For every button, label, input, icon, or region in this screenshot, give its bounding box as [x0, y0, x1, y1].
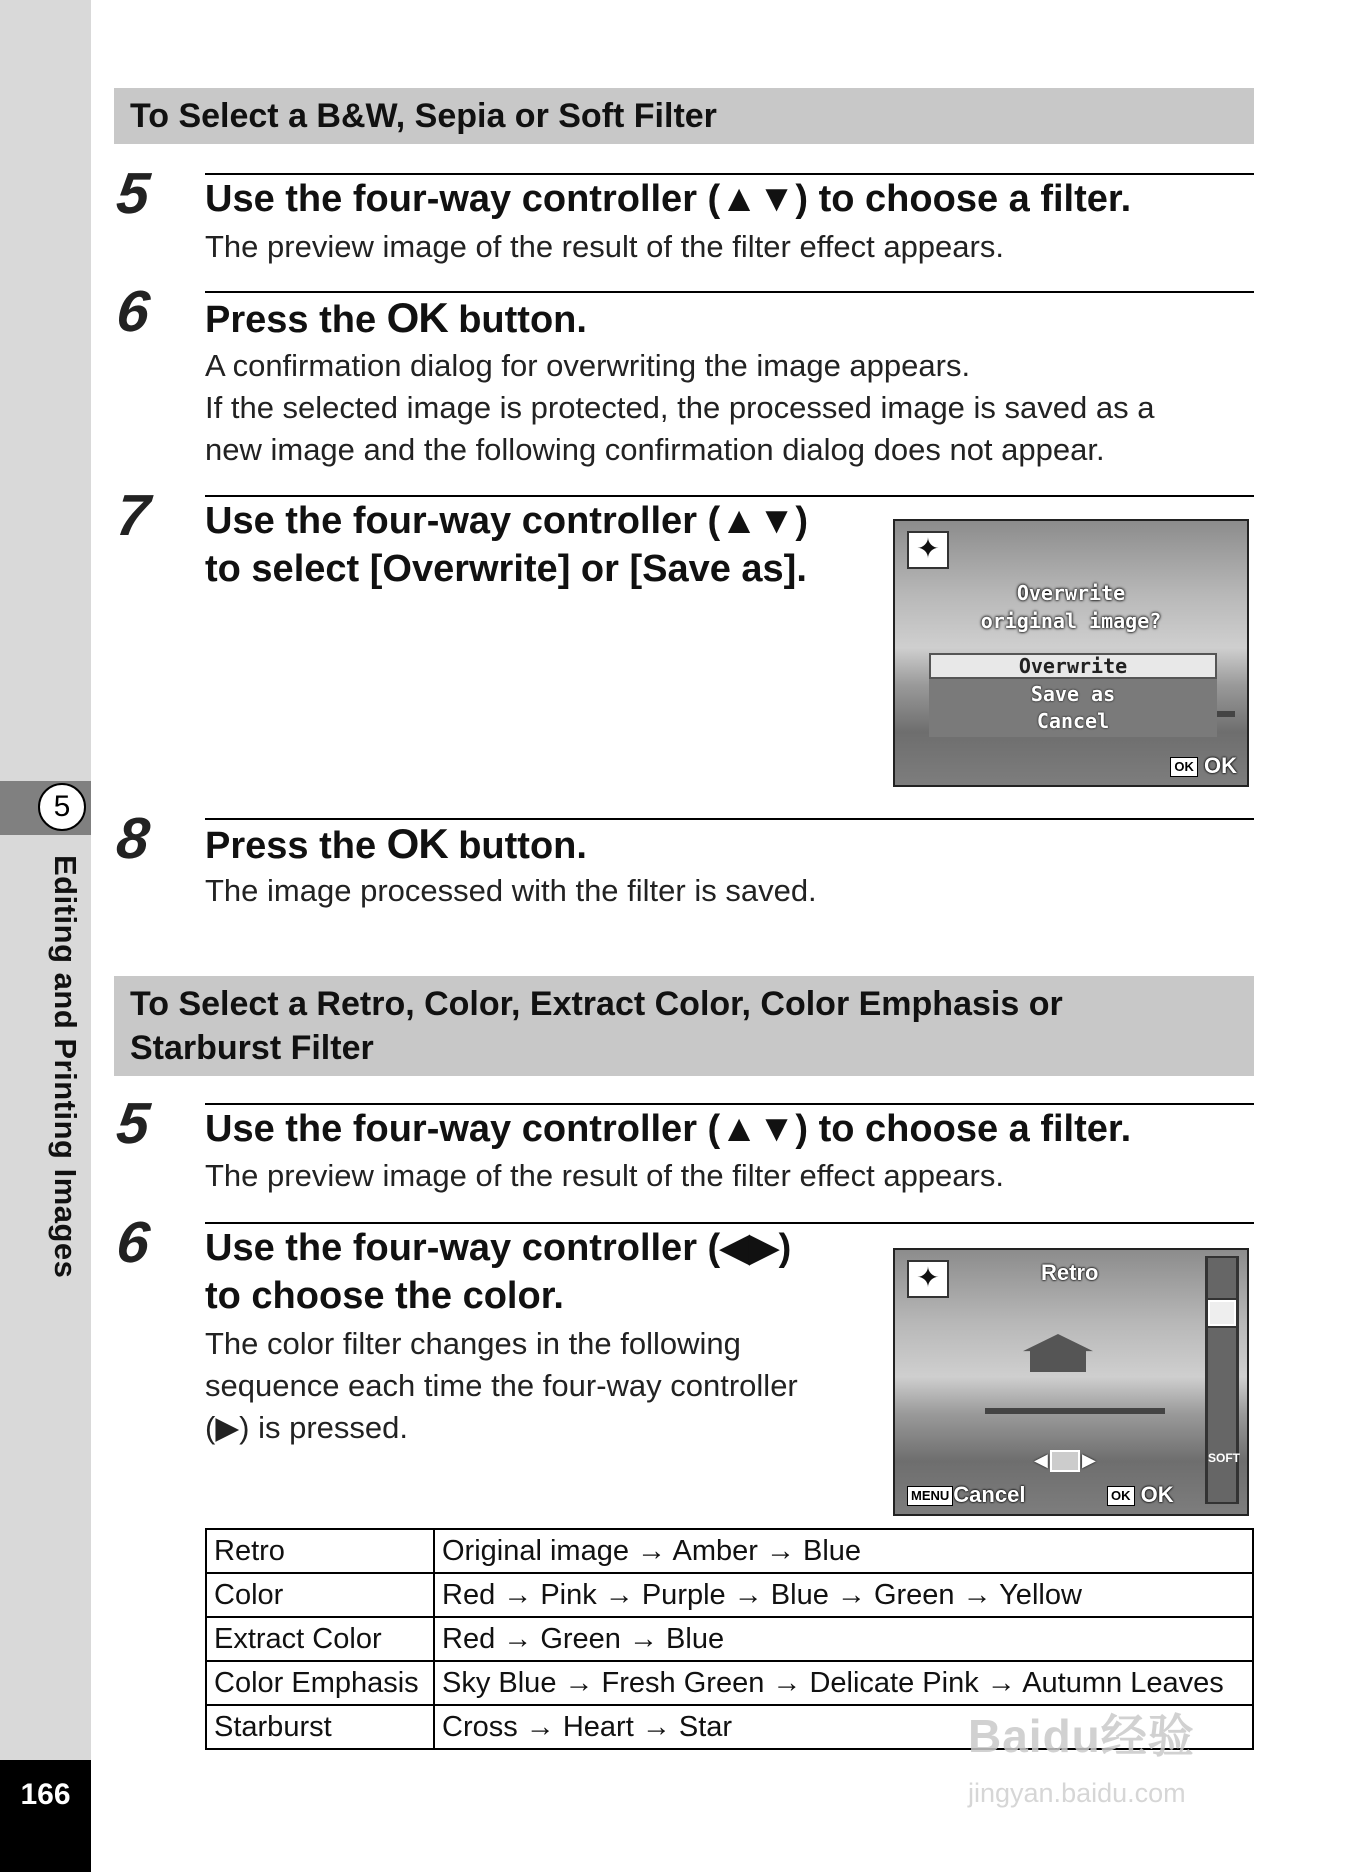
camera-screen-retro — [893, 1248, 1249, 1516]
filter-slot[interactable] — [1208, 1468, 1236, 1488]
step-body-line: The color filter changes in the following — [205, 1326, 741, 1361]
right-arrow-icon[interactable]: ▶ — [1082, 1450, 1096, 1470]
ok-key-badge: OK — [1107, 1486, 1135, 1506]
table-row — [206, 1573, 1253, 1617]
filter-cell: Extract Color — [206, 1617, 434, 1661]
menu-option-cancel[interactable]: Cancel — [1036, 709, 1110, 733]
section-heading-line: To Select a Retro, Color, Extract Color, Color Emphasis or — [130, 985, 1063, 1023]
sequence-cell: Sky Blue → Fresh Green → Delicate Pink → Autumn Leaves — [434, 1661, 1253, 1705]
step-heading: Use the four-way controller (▲▼) to choose a filter. — [205, 1108, 1132, 1150]
filter-slot-soft[interactable]: SOFT — [1208, 1448, 1236, 1468]
step-heading: Use the four-way controller (▲▼) — [205, 500, 809, 542]
step-number: 5 — [113, 161, 153, 226]
ok-hint — [1170, 753, 1237, 779]
chapter-title: Editing and Printing Images — [48, 855, 83, 1279]
filter-icon: ✦ — [907, 531, 949, 569]
step-heading-text: Press the — [205, 299, 387, 341]
page-number: 166 — [20, 1778, 71, 1811]
step-heading — [205, 820, 587, 870]
sequence-cell: Red → Green → Blue — [434, 1617, 1253, 1661]
dialog-title-line: Overwrite — [1016, 581, 1126, 605]
camera-screen-overwrite — [893, 519, 1249, 787]
sequence-cell: Red → Pink → Purple → Blue → Green → Yellow — [434, 1573, 1253, 1617]
color-swatch — [1050, 1450, 1080, 1472]
table-row — [206, 1529, 1253, 1573]
step-number: 8 — [113, 806, 153, 871]
watermark-url: jingyan.baidu.com — [968, 1778, 1186, 1808]
step-heading-text: Press the — [205, 825, 387, 867]
ok-hint-label: OK — [1204, 753, 1237, 778]
cancel-hint-label: Cancel — [953, 1482, 1026, 1507]
filter-cell: Color — [206, 1573, 434, 1617]
ok-hint-label: OK — [1140, 1482, 1174, 1507]
step-heading: Use the four-way controller (◀▶) — [205, 1227, 792, 1269]
step-heading-text: button. — [447, 825, 587, 867]
filter-cell: Starburst — [206, 1705, 434, 1749]
ok-hint — [1107, 1482, 1174, 1508]
filter-slot[interactable] — [1208, 1408, 1236, 1428]
menu-option-overwrite[interactable]: Overwrite — [929, 653, 1217, 679]
ok-button-glyph: OK — [386, 294, 448, 341]
step-heading: Use the four-way controller (▲▼) to choose a filter. — [205, 178, 1132, 220]
chapter-number: 5 — [38, 783, 86, 831]
menu-key-badge: MENU — [907, 1486, 953, 1506]
section-heading-line: Starburst Filter — [130, 1029, 374, 1067]
filter-slot[interactable] — [1208, 1278, 1236, 1298]
step-body-line: sequence each time the four-way controller — [205, 1368, 798, 1403]
page-number-box — [0, 1760, 91, 1872]
step-heading: to select [Overwrite] or [Save as]. — [205, 548, 807, 590]
step-body-line: The preview image of the result of the filter effect appears. — [205, 1158, 1004, 1193]
table-row — [206, 1617, 1253, 1661]
watermark-logo: Baidu经验 — [968, 1710, 1195, 1762]
ok-key-badge: OK — [1170, 757, 1198, 777]
filter-slot[interactable] — [1208, 1348, 1236, 1368]
filter-slot[interactable] — [1208, 1486, 1236, 1502]
sequence-cell: Original image → Amber → Blue — [434, 1529, 1253, 1573]
color-selector[interactable] — [1030, 1450, 1100, 1474]
step-body-line: new image and the following confirmation dialog does not appear. — [205, 432, 1105, 467]
filter-slot-active[interactable] — [1208, 1300, 1236, 1326]
pier-shape — [985, 1368, 1165, 1414]
menu-option-save-as[interactable]: Save as — [1030, 682, 1116, 706]
filter-list — [1205, 1256, 1239, 1504]
step-number: 6 — [113, 279, 153, 344]
filter-cell: Retro — [206, 1529, 434, 1573]
left-arrow-icon[interactable]: ◀ — [1034, 1450, 1048, 1470]
filter-slot[interactable] — [1208, 1368, 1236, 1388]
filter-name: Retro — [1041, 1260, 1099, 1285]
section-heading: To Select a B&W, Sepia or Soft Filter — [114, 88, 1254, 144]
cancel-hint — [907, 1482, 1025, 1508]
filter-slot[interactable] — [1208, 1428, 1236, 1448]
ok-button-glyph: OK — [386, 820, 448, 867]
step-body-line: The image processed with the filter is saved. — [205, 873, 817, 908]
filter-icon: ✦ — [907, 1260, 949, 1298]
step-body-line: If the selected image is protected, the processed image is saved as a — [205, 390, 1155, 425]
step-heading — [205, 294, 587, 344]
step-number: 7 — [113, 483, 153, 548]
filter-slot[interactable] — [1208, 1328, 1236, 1348]
sequence-cell: Cross → Heart → Star — [434, 1705, 1253, 1749]
dialog-title-line: original image? — [980, 609, 1162, 633]
filter-slot[interactable] — [1208, 1388, 1236, 1408]
step-body-line: (▶) is pressed. — [205, 1410, 408, 1445]
step-heading: to choose the color. — [205, 1275, 564, 1317]
table-row — [206, 1661, 1253, 1705]
step-body-line: A confirmation dialog for overwriting the image appears. — [205, 348, 971, 383]
step-body-line: The preview image of the result of the filter effect appears. — [205, 229, 1004, 264]
section-heading — [114, 976, 1254, 1076]
step-number: 6 — [113, 1210, 153, 1275]
step-heading-text: button. — [447, 299, 587, 341]
step-divider — [205, 291, 1254, 293]
filter-cell: Color Emphasis — [206, 1661, 434, 1705]
filter-slot[interactable] — [1208, 1258, 1236, 1278]
step-number: 5 — [113, 1091, 153, 1156]
